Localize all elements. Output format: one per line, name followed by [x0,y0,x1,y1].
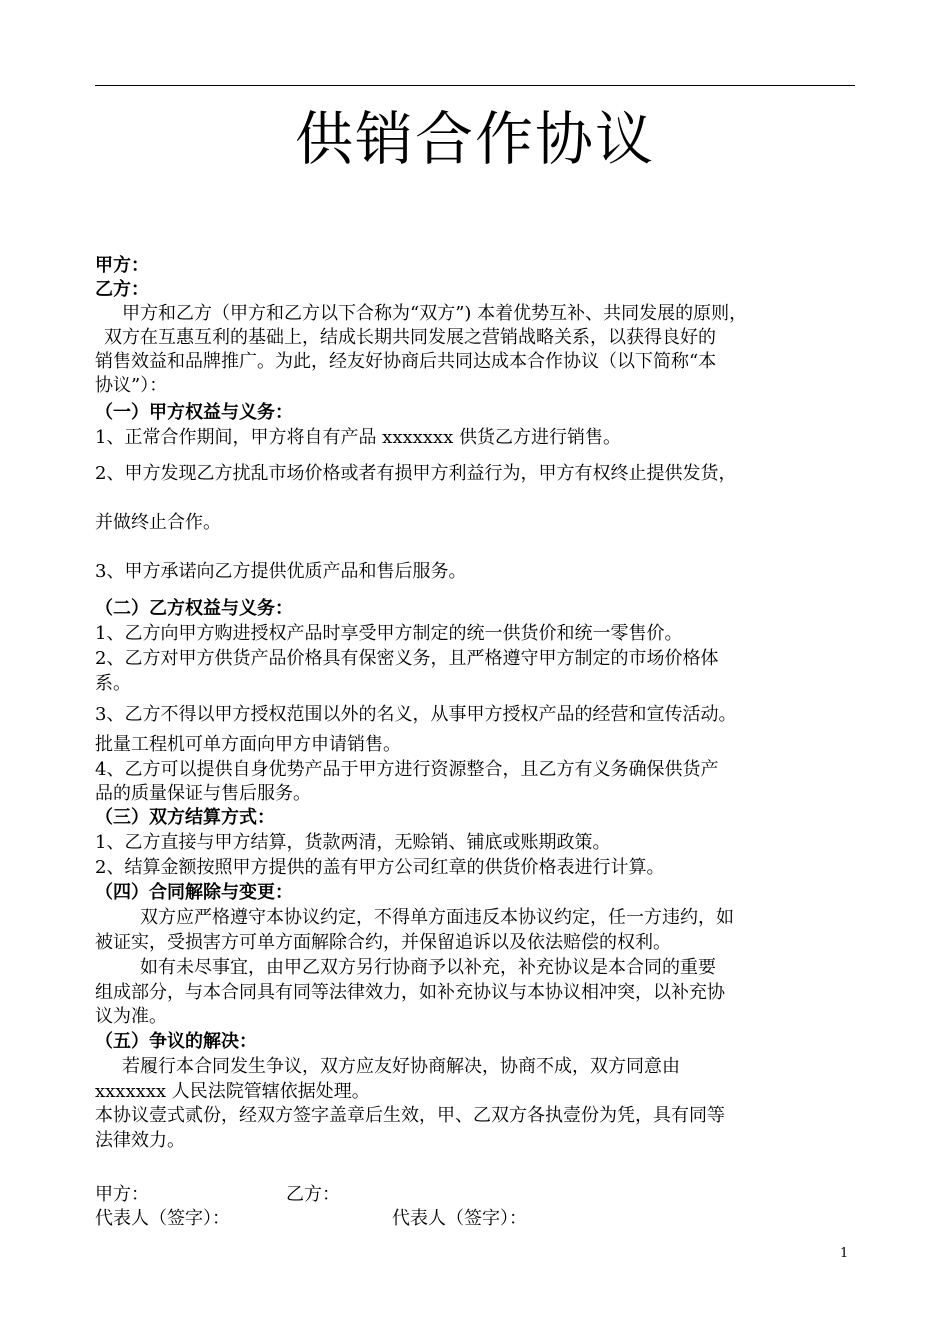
section-heading-5: （五）争议的解决： [95,1031,257,1052]
party-b-label: 乙方： [95,279,149,300]
section2-item-3: 3、乙方不得以甲方授权范围以外的名义，从事甲方授权产品的经营和宣传活动。 [95,704,737,725]
section4-paragraph-2-cont: 组成部分，与本合同具有同等法律效力，如补充协议与本协议相冲突，以补充协 [95,982,725,1003]
header-rule [95,85,855,86]
section1-item-2-cont: 并做终止合作。 [95,512,221,533]
signature-party-a: 甲方： [95,1184,149,1205]
signature-rep-b: 代表人（签字）： [392,1208,527,1229]
section-heading-1: （一）甲方权益与义务： [95,402,293,423]
signature-party-b: 乙方： [286,1184,340,1205]
section3-item-1: 1、乙方直接与甲方结算，货款两清，无赊销、铺底或账期政策。 [95,832,611,853]
section1-item-3: 3、甲方承诺向乙方提供优质产品和售后服务。 [95,561,467,582]
signature-rep-a: 代表人（签字）： [95,1208,230,1229]
section4-paragraph-1: 双方应严格遵守本协议约定，不得单方面违反本协议约定，任一方违约，如 [140,907,734,928]
section2-item-2: 2、乙方对甲方供货产品价格具有保密义务，且严格遵守甲方制定的市场价格体 [95,648,719,669]
document-title: 供销合作协议 [294,105,655,173]
section-heading-4: （四）合同解除与变更： [95,882,293,903]
section2-item-3-cont: 批量工程机可单方面向甲方申请销售。 [95,734,401,755]
section-heading-3: （三）双方结算方式： [95,807,275,828]
section1-item-1: 1、正常合作期间，甲方将自有产品 xxxxxxx 供货乙方进行销售。 [95,427,621,448]
section2-item-4-cont: 品的质量保证与售后服务。 [95,783,311,804]
intro-line: 销售效益和品牌推广。为此，经友好协商后共同达成本合作协议（以下简称“本 [95,351,717,372]
section2-item-1: 1、乙方向甲方购进授权产品时享受甲方制定的统一供货价和统一零售价。 [95,623,683,644]
section5-paragraph-1: 若履行本合同发生争议，双方应友好协商解决，协商不成，双方同意由 [122,1056,680,1077]
intro-line: 双方在互惠互利的基础上，结成长期共同发展之营销战略关系，以获得良好的 [104,327,716,348]
section3-item-2: 2、结算金额按照甲方提供的盖有甲方公司红章的供货价格表进行计算。 [95,857,665,878]
section4-paragraph-2: 如有未尽事宜，由甲乙双方另行协商予以补充，补充协议是本合同的重要 [140,957,716,978]
intro-line: 甲方和乙方（甲方和乙方以下合称为“双方”) 本着优势互补、共同发展的原则， [122,303,748,324]
party-a-label: 甲方： [95,255,149,276]
section-heading-2: （二）乙方权益与义务： [95,598,293,619]
section2-item-2-cont: 系。 [95,673,131,694]
section4-paragraph-1-cont: 被证实，受损害方可单方面解除合约，并保留追诉以及依法赔偿的权利。 [95,932,671,953]
closing-paragraph-cont: 法律效力。 [95,1130,185,1151]
section4-paragraph-2-end: 议为准。 [95,1006,167,1027]
page-number: 1 [840,1246,849,1261]
section2-item-4: 4、乙方可以提供自身优势产品于甲方进行资源整合，且乙方有义务确保供货产 [95,759,719,780]
section5-paragraph-1-cont: xxxxxxx 人民法院管辖依据处理。 [95,1081,370,1102]
intro-line: 协议”）： [95,375,168,396]
closing-paragraph: 本协议壹式贰份，经双方签字盖章后生效，甲、乙双方各执壹份为凭，具有同等 [95,1105,725,1126]
section1-item-2: 2、甲方发现乙方扰乱市场价格或者有损甲方利益行为，甲方有权终止提供发货， [95,463,737,484]
